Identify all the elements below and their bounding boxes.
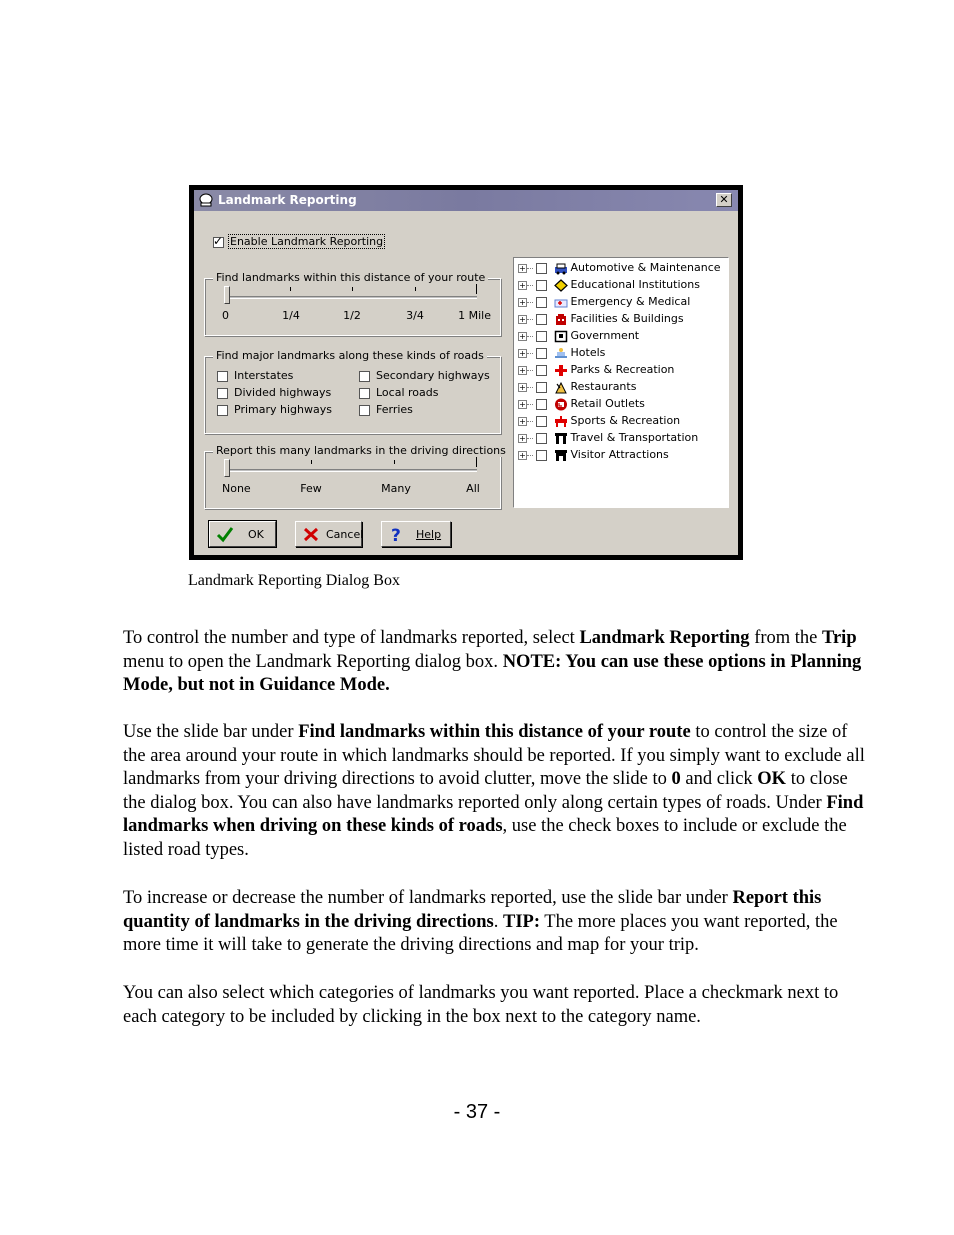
expand-icon[interactable]: + [519, 399, 526, 409]
expand-icon[interactable]: + [519, 416, 526, 426]
tree-item-sports[interactable] [518, 414, 680, 429]
svg-text:?: ? [391, 526, 401, 543]
checkbox[interactable] [217, 405, 228, 416]
bold-text: TIP: [503, 911, 540, 932]
page-number: - 37 - [453, 1101, 501, 1123]
category-label: Emergency & Medical [570, 295, 691, 308]
expand-icon[interactable]: + [519, 314, 526, 324]
checkbox[interactable] [359, 371, 370, 382]
category-label: Sports & Recreation [570, 414, 681, 427]
bold-text: 0 [671, 769, 681, 790]
paragraph [123, 721, 873, 863]
distance-tick-label: 0 [222, 309, 229, 322]
cancel-label: Cancel [326, 528, 364, 541]
checkbox[interactable] [536, 280, 547, 291]
expand-icon[interactable]: + [519, 433, 526, 443]
app-icon [198, 193, 214, 208]
bold-text: Trip [822, 628, 857, 648]
count-slider-thumb[interactable] [224, 459, 230, 477]
category-label: Hotels [570, 346, 606, 359]
text-run: The more places you want reported, the more time it will take to generate the driving directions and map for your trip. [123, 911, 838, 956]
count-tick [394, 460, 395, 464]
distance-tick [352, 287, 353, 291]
bold-text: Find landmarks when driving on these kinds of roads [123, 792, 864, 837]
checkbox[interactable] [536, 314, 547, 325]
distance-tick [290, 287, 291, 291]
car-repair-icon [554, 262, 568, 275]
dialog-title: Landmark Reporting [218, 193, 357, 207]
tree-item-facilities[interactable] [518, 312, 684, 327]
category-label: Travel & Transportation [570, 431, 699, 444]
road-checkbox-local-roads[interactable] [359, 386, 438, 399]
road-label: Primary highways [234, 403, 332, 416]
tree-item-travel[interactable] [518, 431, 698, 446]
bold-text: OK [757, 769, 787, 790]
expand-icon[interactable]: + [519, 280, 526, 290]
expand-icon[interactable]: + [519, 263, 526, 273]
category-label: Visitor Attractions [570, 448, 669, 461]
enable-checkbox-label: Enable Landmark Reporting [230, 235, 384, 248]
tree-item-retail[interactable] [518, 397, 645, 412]
x-mark-icon [302, 526, 320, 543]
text-run: Use the slide bar under [123, 722, 299, 742]
hotel-icon [554, 347, 568, 360]
category-label: Retail Outlets [570, 397, 645, 410]
checkmark-icon [216, 526, 234, 543]
category-label: Facilities & Buildings [570, 312, 684, 325]
landmark-reporting-dialog [189, 185, 743, 560]
dialog-body [194, 190, 738, 555]
paragraph [123, 887, 873, 958]
road-label: Local roads [376, 386, 439, 399]
roads-group [204, 349, 501, 434]
count-tick-label: Few [300, 482, 322, 495]
cancel-button[interactable] [295, 521, 362, 547]
building-icon [554, 313, 568, 326]
text-run: and click [680, 769, 758, 790]
retail-icon [554, 398, 568, 411]
category-label: Government [570, 329, 640, 342]
category-label: Automotive & Maintenance [570, 261, 721, 274]
count-tick-label: None [222, 482, 251, 495]
tree-item-government[interactable] [518, 329, 639, 344]
checkbox[interactable] [217, 388, 228, 399]
count-group-legend: Report this many landmarks in the driving directions [213, 444, 509, 457]
tree-item-automotive[interactable] [518, 261, 721, 276]
category-label: Restaurants [570, 380, 637, 393]
checkbox[interactable] [536, 433, 547, 444]
tree-item-hotels[interactable] [518, 346, 605, 361]
government-icon [554, 330, 568, 343]
diamond-icon [554, 279, 568, 292]
enable-landmark-reporting-checkbox[interactable] [213, 235, 385, 248]
road-checkbox-ferries[interactable] [359, 403, 413, 416]
distance-tick-label: 1 Mile [458, 309, 491, 322]
text-run: . [493, 911, 503, 932]
text-run: , use the check boxes to include or exclude the listed road types. [123, 816, 847, 860]
enable-checkbox-box[interactable] [213, 237, 224, 248]
category-tree[interactable] [513, 257, 729, 508]
expand-icon[interactable]: + [519, 450, 526, 460]
checkbox[interactable] [536, 331, 547, 342]
tree-item-restaurants[interactable] [518, 380, 636, 395]
tree-item-parks[interactable] [518, 363, 674, 378]
checkbox[interactable] [536, 365, 547, 376]
tree-item-visitor[interactable] [518, 448, 669, 463]
distance-group-legend: Find landmarks within this distance of your route [213, 271, 488, 284]
count-tick-label: Many [381, 482, 411, 495]
checkbox[interactable] [536, 382, 547, 393]
expand-icon[interactable]: + [519, 382, 526, 392]
checkbox[interactable] [359, 405, 370, 416]
expand-icon[interactable]: + [519, 348, 526, 358]
road-checkbox-primary-highways[interactable] [217, 403, 332, 416]
attraction-icon [554, 449, 568, 462]
red-cross-icon [554, 364, 568, 377]
text-run: To control the number and type of landmarks reported, select [123, 628, 580, 648]
road-label: Divided highways [234, 386, 332, 399]
help-label: Help [416, 528, 442, 541]
distance-slider-track[interactable] [227, 296, 477, 299]
ambulance-icon [554, 296, 568, 309]
checkbox[interactable] [359, 388, 370, 399]
tree-item-educational[interactable] [518, 278, 700, 293]
expand-icon[interactable]: + [519, 297, 526, 307]
paragraph [123, 627, 873, 698]
help-button[interactable] [381, 521, 451, 547]
text-run: to close the dialog box. You can also have landmarks reported only along certain types of roads. Under [123, 769, 848, 813]
roads-group-legend: Find major landmarks along these kinds of roads [213, 349, 487, 362]
text-run: to control the size of the area around your route in which landmarks should be reported. If you simply want to exclude all landmarks from your driving directions to avoid clutter, move the slide to [123, 722, 865, 790]
distance-tick [415, 287, 416, 291]
bold-text: Landmark Reporting [579, 628, 750, 648]
count-group [204, 444, 506, 509]
checkbox[interactable] [536, 263, 547, 274]
road-checkbox-interstates[interactable] [217, 369, 293, 382]
distance-tick-label: 1/4 [282, 309, 300, 322]
text-run: You can also select which categories of landmarks you want reported. Place a checkmark next to each category to be included by clicking in the box next to the category name. [123, 983, 839, 1027]
text-run: To increase or decrease the number of landmarks reported, use the slide bar under [123, 888, 733, 908]
gate-icon [554, 432, 568, 445]
bold-text: Report this quantity of landmarks in the driving directions [123, 888, 822, 932]
sports-icon [554, 415, 568, 428]
checkbox[interactable] [536, 450, 547, 461]
tree-item-emergency[interactable] [518, 295, 690, 310]
ok-button[interactable] [209, 521, 276, 547]
distance-group [204, 271, 501, 336]
expand-icon[interactable]: + [519, 331, 526, 341]
road-label: Interstates [234, 369, 294, 382]
count-slider-track[interactable] [227, 469, 477, 472]
text-run: from the [749, 628, 822, 648]
checkbox[interactable] [217, 371, 228, 382]
category-label: Educational Institutions [570, 278, 700, 291]
road-label: Secondary highways [376, 369, 490, 382]
paragraph [123, 982, 873, 1029]
road-checkbox-secondary-highways[interactable] [359, 369, 490, 382]
road-checkbox-divided-highways[interactable] [217, 386, 331, 399]
bold-text: NOTE: You can use these options in Planning Mode, but not in Guidance Mode. [123, 651, 862, 696]
figure-caption: Landmark Reporting Dialog Box [188, 572, 400, 589]
checkbox[interactable] [536, 399, 547, 410]
road-label: Ferries [376, 403, 413, 416]
distance-slider-thumb[interactable] [224, 286, 230, 304]
count-tick [476, 457, 477, 467]
distance-tick-label: 1/2 [343, 309, 361, 322]
restaurant-icon [554, 381, 568, 394]
category-label: Parks & Recreation [570, 363, 675, 376]
distance-tick-label: 3/4 [406, 309, 424, 322]
bold-text: Find landmarks within this distance of your route [298, 722, 691, 742]
count-tick-label: All [466, 482, 480, 495]
close-button[interactable]: ✕ [716, 193, 732, 207]
question-mark-icon [388, 526, 406, 543]
text-run: menu to open the Landmark Reporting dialog box. [123, 651, 503, 672]
distance-tick [476, 284, 477, 294]
count-tick [311, 460, 312, 464]
checkbox[interactable] [536, 348, 547, 359]
dialog-titlebar[interactable] [194, 190, 738, 211]
ok-label: OK [248, 528, 264, 541]
checkbox[interactable] [536, 297, 547, 308]
expand-icon[interactable]: + [519, 365, 526, 375]
checkbox[interactable] [536, 416, 547, 427]
